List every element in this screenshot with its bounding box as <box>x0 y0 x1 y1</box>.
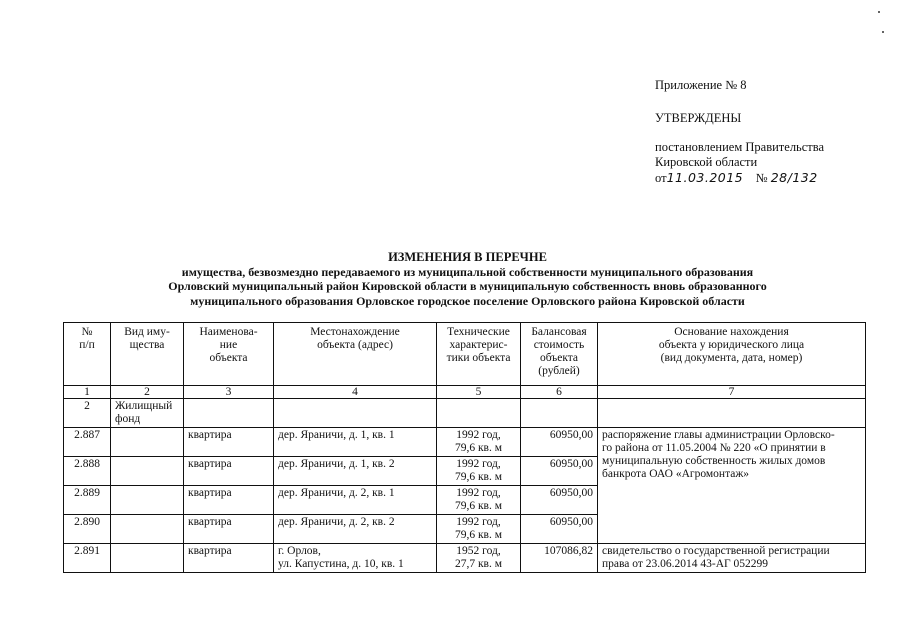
row-number: 2.891 <box>64 544 111 573</box>
handwritten-date: 11.03.2015 <box>666 170 744 185</box>
book-value: 60950,00 <box>521 486 598 515</box>
empty-cell <box>437 399 521 428</box>
col-number: 7 <box>598 386 866 399</box>
section-number: 2 <box>64 399 111 428</box>
object-name: квартира <box>184 515 274 544</box>
property-type-cell <box>111 544 184 573</box>
table-header-row <box>64 323 866 386</box>
tech-specs: 1992 год, 79,6 кв. м <box>437 486 521 515</box>
header-property-type: Вид иму- щества <box>111 323 184 386</box>
column-number-row <box>64 386 866 399</box>
property-type-cell <box>111 428 184 457</box>
row-number: 2.889 <box>64 486 111 515</box>
date-prefix: от <box>655 171 667 185</box>
section-kind: Жилищный фонд <box>111 399 184 428</box>
object-address: дер. Яраничи, д. 1, кв. 1 <box>274 428 437 457</box>
book-value: 60950,00 <box>521 457 598 486</box>
object-name: квартира <box>184 486 274 515</box>
header-object-name: Наименова- ние объекта <box>184 323 274 386</box>
section-row <box>64 399 866 428</box>
header-location: Местонахождение объекта (адрес) <box>274 323 437 386</box>
empty-cell <box>184 399 274 428</box>
document-title <box>0 250 905 308</box>
decree-line-1: постановлением Правительства <box>655 140 825 154</box>
object-address: дер. Яраничи, д. 2, кв. 2 <box>274 515 437 544</box>
property-type-cell <box>111 515 184 544</box>
col-number: 5 <box>437 386 521 399</box>
property-type-cell <box>111 486 184 515</box>
tech-specs: 1992 год, 79,6 кв. м <box>437 515 521 544</box>
legal-basis-group: распоряжение главы администрации Орловско- го района от 11.05.2004 № 220 «О принятии в муниципальную собственность жилых домов банкрота ОАО «Агромонтаж» <box>598 428 866 544</box>
table-row <box>64 544 866 573</box>
appendix-number: Приложение № 8 <box>655 78 747 92</box>
book-value: 60950,00 <box>521 428 598 457</box>
table-row <box>64 428 866 457</box>
col-number: 4 <box>274 386 437 399</box>
col-number: 3 <box>184 386 274 399</box>
property-type-cell <box>111 457 184 486</box>
empty-cell <box>598 399 866 428</box>
title-heading: ИЗМЕНЕНИЯ В ПЕРЕЧНЕ <box>388 250 547 264</box>
tech-specs: 1992 год, 79,6 кв. м <box>437 428 521 457</box>
tech-specs: 1992 год, 79,6 кв. м <box>437 457 521 486</box>
scan-speck <box>878 11 880 13</box>
property-table <box>63 322 866 573</box>
object-name: квартира <box>184 428 274 457</box>
approval-block <box>655 78 824 186</box>
row-number: 2.888 <box>64 457 111 486</box>
title-line-2: имущества, безвозмездно передаваемого из муниципальной собственности муниципального образования <box>181 264 754 279</box>
header-legal-basis: Основание нахождения объекта у юридического лица (вид документа, дата, номер) <box>598 323 866 386</box>
object-address: г. Орлов, ул. Капустина, д. 10, кв. 1 <box>274 544 437 573</box>
header-tech-specs: Технические характерис- тики объекта <box>437 323 521 386</box>
object-name: квартира <box>184 544 274 573</box>
object-address: дер. Яраничи, д. 1, кв. 2 <box>274 457 437 486</box>
handwritten-number: 28/132 <box>770 170 818 185</box>
col-number: 2 <box>111 386 184 399</box>
header-number: № п/п <box>64 323 111 386</box>
row-number: 2.890 <box>64 515 111 544</box>
number-prefix: № <box>755 171 768 185</box>
empty-cell <box>274 399 437 428</box>
empty-cell <box>521 399 598 428</box>
decree-line-2: Кировской области <box>655 155 758 169</box>
row-number: 2.887 <box>64 428 111 457</box>
col-number: 6 <box>521 386 598 399</box>
tech-specs: 1952 год, 27,7 кв. м <box>437 544 521 573</box>
object-address: дер. Яраничи, д. 2, кв. 1 <box>274 486 437 515</box>
legal-basis: свидетельство о государственной регистрации права от 23.06.2014 43-АГ 052299 <box>598 544 866 573</box>
approved-label: УТВЕРЖДЕНЫ <box>655 111 742 125</box>
title-line-3: Орловский муниципальный район Кировской области в муниципальную собственность вновь образованного <box>168 279 767 293</box>
scan-speck <box>882 31 884 33</box>
book-value: 60950,00 <box>521 515 598 544</box>
title-line-4: муниципального образования Орловское городское поселение Орловского района Кировской области <box>190 293 745 308</box>
header-book-value: Балансовая стоимость объекта (рублей) <box>521 323 598 386</box>
book-value: 107086,82 <box>521 544 598 573</box>
object-name: квартира <box>184 457 274 486</box>
col-number: 1 <box>64 386 111 399</box>
decree-date-line <box>655 170 824 186</box>
